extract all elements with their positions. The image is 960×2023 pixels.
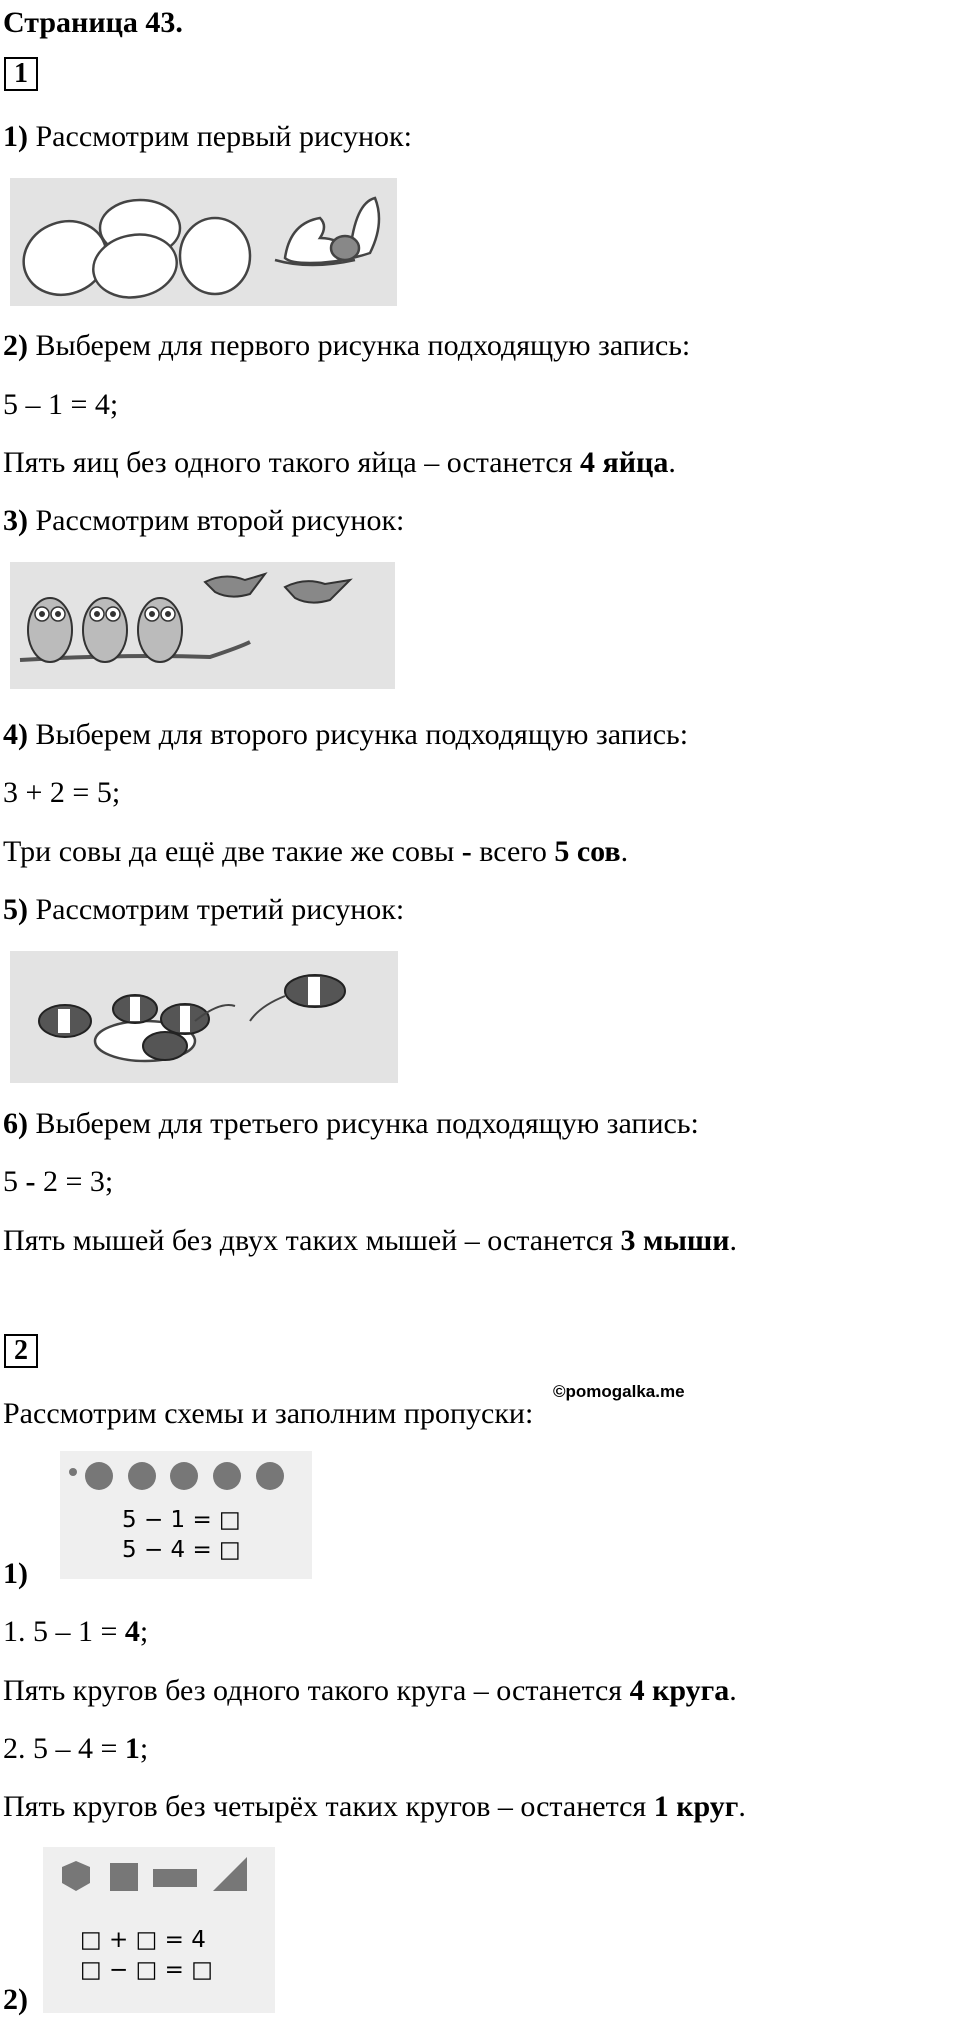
equation-2: 3 + 2 = 5;: [3, 776, 121, 809]
answer-3: [3, 1223, 737, 1259]
equation-part: 2 = 3;: [35, 1165, 114, 1198]
task2-intro: Рассмотрим схемы и заполним пропуски:: [3, 1397, 534, 1430]
task2-answer-2: [3, 1789, 746, 1825]
item-end: ;: [139, 1615, 149, 1648]
owls-picture: [10, 562, 395, 689]
item-text: 2. 5 – 4 =: [3, 1732, 125, 1765]
answer-text: Пять мышей без двух таких мышей – останется: [3, 1224, 621, 1257]
equation-minus: -: [25, 1165, 36, 1198]
step-4: [3, 717, 688, 753]
circles-scheme: [60, 1451, 312, 1579]
answer-end: .: [729, 1674, 737, 1707]
answer-1: [3, 445, 676, 481]
step-3: [3, 503, 404, 539]
answer-bold: 1 круг: [653, 1790, 739, 1823]
task-number-2: 2: [4, 1334, 38, 1368]
part-label-1: 1): [3, 1557, 28, 1590]
step-text: Рассмотрим второй рисунок:: [28, 504, 405, 537]
scheme-line-1: □ + □ = 4: [80, 1927, 206, 1953]
mice-picture: [10, 951, 398, 1083]
scheme-line-2: □ − □ = □: [80, 1957, 213, 1983]
item-end: ;: [139, 1732, 149, 1765]
item-bold: 4: [124, 1615, 140, 1648]
step-number: 2): [3, 329, 28, 362]
task2-item-1: [3, 1614, 148, 1650]
eggs-picture: [10, 178, 397, 306]
step-1: [3, 119, 412, 155]
step-text: Выберем для второго рисунка подходящую запись:: [28, 718, 689, 751]
answer-text-mid: всего: [471, 835, 555, 868]
watermark: ©pomogalka.me: [553, 1382, 685, 1401]
answer-2: [3, 834, 628, 870]
step-number: 1): [3, 120, 28, 153]
answer-bold: 5 сов: [554, 835, 621, 868]
task-number-1: 1: [4, 57, 38, 91]
answer-text: Пять кругов без четырёх таких кругов – останется: [3, 1790, 654, 1823]
step-2: [3, 328, 690, 364]
scheme-line-1: 5 − 1 = □: [122, 1507, 241, 1533]
step-text: Рассмотрим третий рисунок:: [28, 893, 405, 926]
step-5: [3, 892, 404, 928]
answer-bold: 3 мыши: [620, 1224, 730, 1257]
task2-item-2: [3, 1731, 148, 1767]
equation-1: 5 – 1 = 4;: [3, 388, 119, 421]
task2-answer-1: [3, 1673, 737, 1709]
item-text: 1. 5 – 1 =: [3, 1615, 125, 1648]
answer-end: .: [668, 446, 676, 479]
answer-bold: 4 круга: [629, 1674, 730, 1707]
answer-text: Пять кругов без одного такого круга – останется: [3, 1674, 630, 1707]
answer-end: .: [729, 1224, 738, 1257]
step-number: 3): [3, 504, 28, 537]
answer-end: .: [738, 1790, 746, 1823]
equation-3: [3, 1164, 113, 1200]
answer-end: .: [620, 835, 629, 868]
item-bold: 1: [124, 1732, 140, 1765]
step-6: [3, 1106, 699, 1142]
answer-text: Три совы да ещё две такие же совы: [3, 835, 462, 868]
step-text: Выберем для первого рисунка подходящую запись:: [28, 329, 691, 362]
shapes-scheme: [43, 1847, 275, 2013]
step-number: 4): [3, 718, 28, 751]
answer-text: Пять яиц без одного такого яйца – останется: [3, 446, 581, 479]
step-number: 6): [3, 1107, 28, 1140]
equation-part: 5: [3, 1165, 26, 1198]
page-title: Страница 43.: [3, 6, 183, 39]
step-number: 5): [3, 893, 28, 926]
step-text: Выберем для третьего рисунка подходящую запись:: [28, 1107, 699, 1140]
scheme-line-2: 5 − 4 = □: [122, 1537, 241, 1563]
part-label-2: 2): [3, 1983, 28, 2016]
answer-bold: 4 яйца: [580, 446, 669, 479]
step-text: Рассмотрим первый рисунок:: [28, 120, 412, 153]
answer-dash: -: [461, 835, 472, 868]
